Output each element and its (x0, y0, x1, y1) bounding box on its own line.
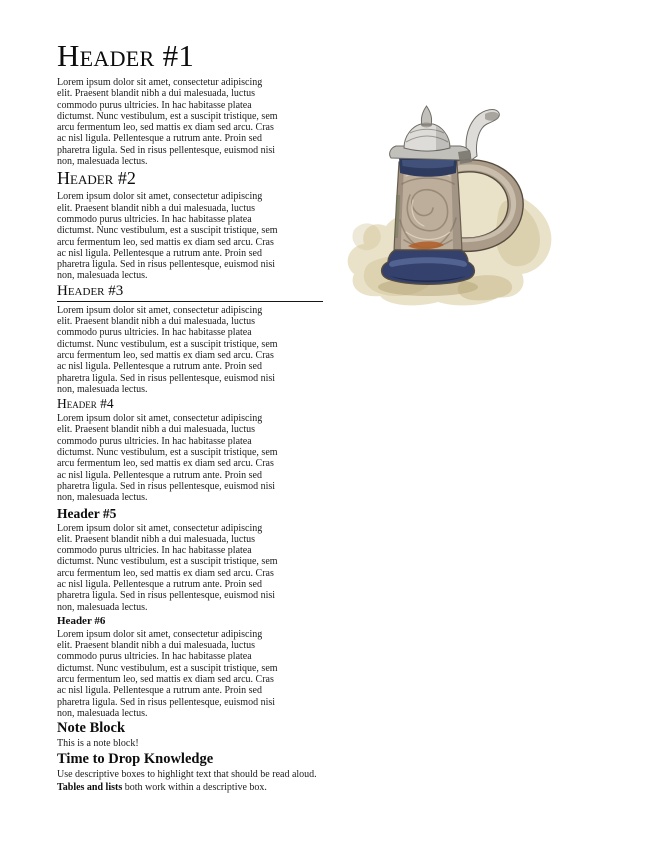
note-block-title: Note Block (57, 720, 126, 737)
paragraph-4: Lorem ipsum dolor sit amet, consectetur adipiscing elit. Praesent blandit nibh a dui malesuada, luctus commodo purus ultricies. In hac habitasse platea dictumst. Nunc vestibulum, est a suscipit tristique, sem arcu fermentum leo, sed mattis ex diam sed arcu. Cras ac nisl ligula. Pellentesque a rutrum ante. Proin sed pharetra ligula. Sed in risus pellentesque, euismod nisi non, malesuada lectus. (57, 413, 278, 504)
header-4: Header #4 (57, 396, 114, 412)
stein-thumblift (466, 110, 499, 161)
descriptive-block-line2 (57, 782, 323, 793)
header-6: Header #6 (57, 614, 106, 627)
descriptive-block-title: Time to Drop Knowledge (57, 750, 214, 767)
header-3: Header #3 (57, 284, 323, 302)
paragraph-5: Lorem ipsum dolor sit amet, consectetur adipiscing elit. Praesent blandit nibh a dui malesuada, luctus commodo purus ultricies. In hac habitasse platea dictumst. Nunc vestibulum, est a suscipit tristique, sem arcu fermentum leo, sed mattis ex diam sed arcu. Cras ac nisl ligula. Pellentesque a rutrum ante. Proin sed pharetra ligula. Sed in risus pellentesque, euismod nisi non, malesuada lectus. (57, 522, 278, 613)
beer-stein-illustration (340, 100, 560, 310)
descriptive-bold-lead: Tables and lists (57, 781, 123, 793)
stein-base (382, 250, 475, 284)
note-block-text: This is a note block! (57, 738, 139, 750)
paragraph-1: Lorem ipsum dolor sit amet, consectetur adipiscing elit. Praesent blandit nibh a dui malesuada, luctus commodo purus ultricies. In hac habitasse platea dictumst. Nunc vestibulum, est a suscipit tristique, sem arcu fermentum leo, sed mattis ex diam sed arcu. Cras ac nisl ligula. Pellentesque a rutrum ante. Proin sed pharetra ligula. Sed in risus pellentesque, euismod nisi non, malesuada lectus. (57, 77, 278, 168)
paragraph-2: Lorem ipsum dolor sit amet, consectetur adipiscing elit. Praesent blandit nibh a dui malesuada, luctus commodo purus ultricies. In hac habitasse platea dictumst. Nunc vestibulum, est a suscipit tristique, sem arcu fermentum leo, sed mattis ex diam sed arcu. Cras ac nisl ligula. Pellentesque a rutrum ante. Proin sed pharetra ligula. Sed in risus pellentesque, euismod nisi non, malesuada lectus. (57, 191, 278, 282)
header-1: Header #1 (57, 38, 195, 73)
paragraph-6: Lorem ipsum dolor sit amet, consectetur adipiscing elit. Praesent blandit nibh a dui malesuada, luctus commodo purus ultricies. In hac habitasse platea dictumst. Nunc vestibulum, est a suscipit tristique, sem arcu fermentum leo, sed mattis ex diam sed arcu. Cras ac nisl ligula. Pellentesque a rutrum ante. Proin sed pharetra ligula. Sed in risus pellentesque, euismod nisi non, malesuada lectus. (57, 628, 278, 719)
header-2: Header #2 (57, 168, 136, 189)
descriptive-block-line1: Use descriptive boxes to highlight text that should be read aloud. (57, 768, 317, 780)
descriptive-line2-rest: both work within a descriptive box. (122, 781, 267, 793)
text-column (57, 40, 323, 795)
header-5: Header #5 (57, 505, 117, 521)
paragraph-3: Lorem ipsum dolor sit amet, consectetur adipiscing elit. Praesent blandit nibh a dui malesuada, luctus commodo purus ultricies. In hac habitasse platea dictumst. Nunc vestibulum, est a suscipit tristique, sem arcu fermentum leo, sed mattis ex diam sed arcu. Cras ac nisl ligula. Pellentesque a rutrum ante. Proin sed pharetra ligula. Sed in risus pellentesque, euismod nisi non, malesuada lectus. (57, 304, 278, 395)
